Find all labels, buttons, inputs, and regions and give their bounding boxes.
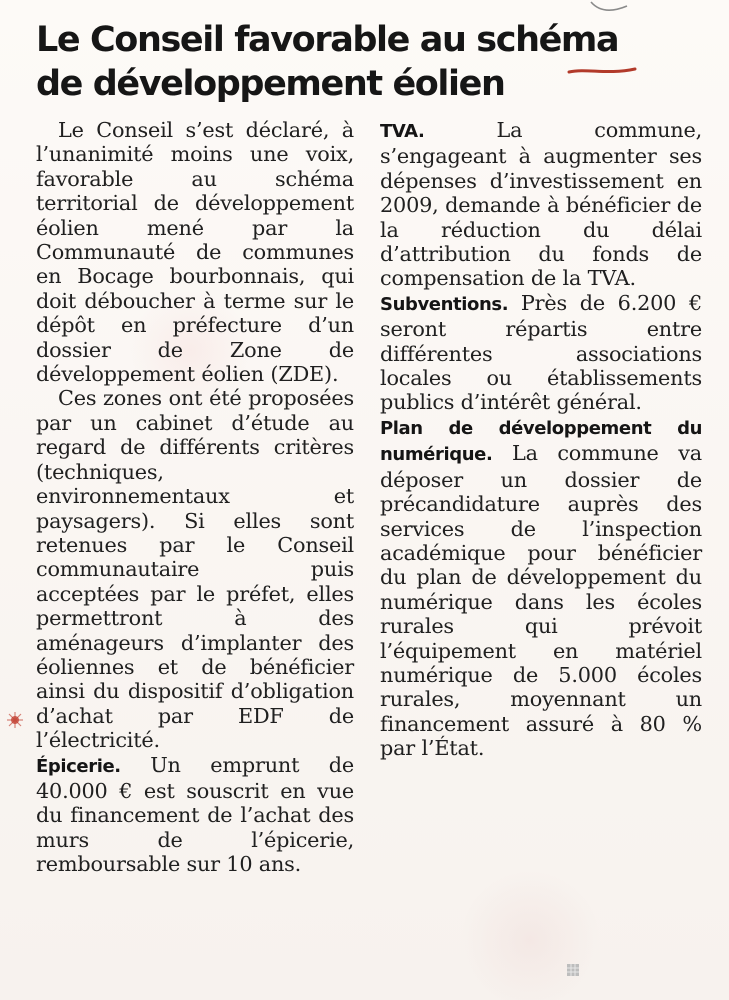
pen-mark-scribble <box>567 66 637 76</box>
article-paragraph: Le Conseil s’est déclaré, à l’unanimité moins une voix, favorable au schéma territorial de développement éolien mené par la Communauté de communes en Bocage bourbonnais, qui doit déboucher à terme sur le dépôt en préfecture d’un dossier de Zone de développement éolien (ZDE). <box>36 118 354 387</box>
end-of-article-mark <box>566 963 580 977</box>
epicerie-paragraph <box>36 753 354 877</box>
subventions-paragraph <box>380 291 702 415</box>
epicerie-heading: Épicerie. <box>36 755 121 777</box>
article-headline: Le Conseil favorable au schéma de développement éolien <box>36 20 619 104</box>
pen-mark-arc <box>589 0 629 20</box>
tva-heading: TVA. <box>380 121 425 142</box>
article-column-right <box>380 118 702 761</box>
tva-text: La commune, s’engageant à augmenter ses dépenses d’investissement en 2009, demande à bénéficier de la réduction du délai d’attribution du fonds de compensation de la TVA. <box>380 118 702 291</box>
tva-paragraph <box>380 118 702 291</box>
article-column-left <box>36 118 354 877</box>
subventions-heading: Subventions. <box>380 293 509 315</box>
numerique-paragraph <box>380 415 702 761</box>
article-paragraph: Ces zones ont été proposées par un cabinet d’étude au regard de différents critères (techniques, environnementaux et paysagers). Si elles sont retenues par le Conseil communautaire puis acceptées par le préfet, elles permettront à des aménageurs d’implanter des éoliennes et de bénéficier ainsi du dispositif d’obligation d’achat par EDF de l’électricité. <box>36 386 354 753</box>
numerique-heading: Plan de développement du numérique. <box>380 417 702 466</box>
subventions-text: Près de 6.200 € seront répartis entre différentes associations locales ou établissements publics d’intérêt général. <box>380 290 702 415</box>
ink-spot-icon <box>4 709 26 731</box>
epicerie-text: Un emprunt de 40.000 € est souscrit en vue du financement de l’achat des murs de l’épicerie, remboursable sur 10 ans. <box>36 752 354 877</box>
numerique-text: La commune va déposer un dossier de précandidature auprès des services de l’inspection académique pour bénéficier du plan de développement du numérique dans les écoles rurales qui prévoit l’équipement en matériel numérique de 5.000 écoles rurales, moyennant un financement assuré à 80 % par l’État. <box>380 441 702 761</box>
